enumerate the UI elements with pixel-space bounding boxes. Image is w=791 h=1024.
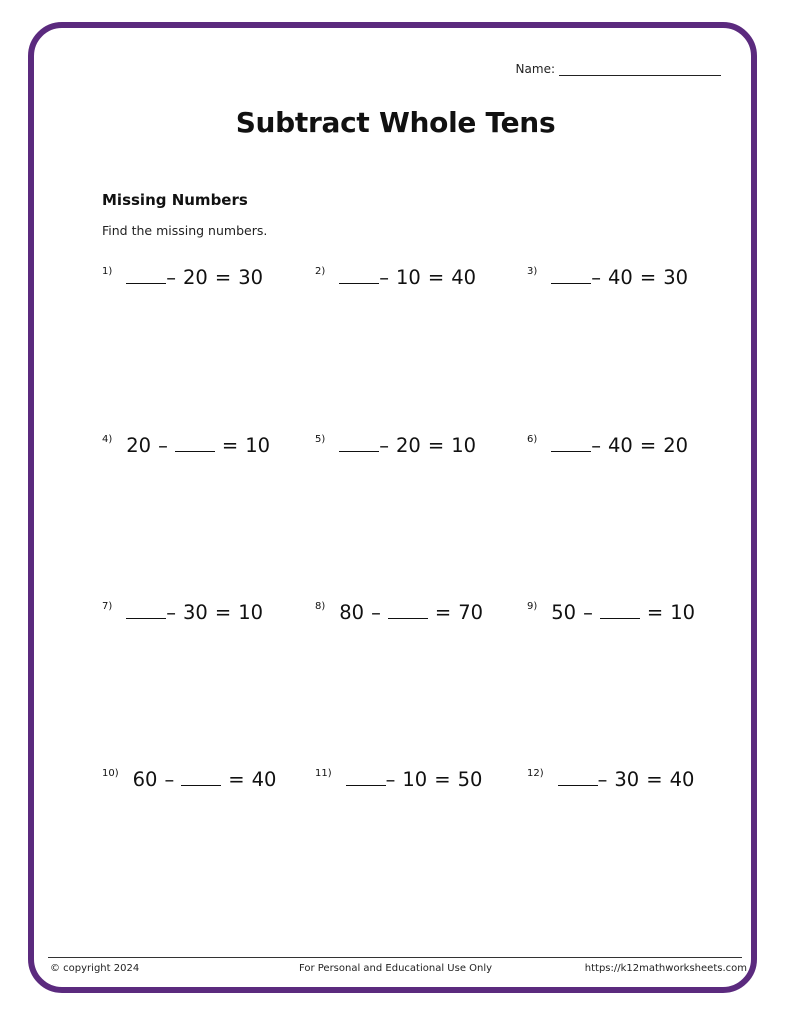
minus-sign: – bbox=[591, 266, 602, 289]
result: 40 bbox=[451, 266, 477, 289]
minus-sign: – bbox=[164, 768, 175, 791]
problem-2 bbox=[315, 265, 476, 289]
minus-sign: – bbox=[166, 266, 177, 289]
minus-sign: – bbox=[379, 434, 390, 457]
result: 10 bbox=[670, 601, 696, 624]
equals-sign: = bbox=[646, 601, 664, 624]
problem-number: 9) bbox=[527, 601, 538, 612]
operand: 10 bbox=[402, 768, 428, 791]
problem-1 bbox=[102, 265, 263, 289]
operand: 60 bbox=[132, 768, 158, 791]
problem-number: 2) bbox=[315, 266, 326, 277]
problem-number: 3) bbox=[527, 266, 538, 277]
answer-blank[interactable] bbox=[339, 433, 379, 452]
minus-sign: – bbox=[158, 434, 168, 457]
equals-sign: = bbox=[221, 434, 239, 457]
result: 10 bbox=[238, 601, 264, 624]
problem-number: 11) bbox=[315, 768, 332, 779]
problem-3 bbox=[527, 265, 688, 289]
equals-sign: = bbox=[427, 266, 445, 289]
worksheet-title: Subtract Whole Tens bbox=[235, 106, 556, 139]
problem-number: 8) bbox=[315, 601, 326, 612]
problem-6 bbox=[527, 433, 688, 457]
problem-number: 5) bbox=[315, 434, 326, 445]
result: 10 bbox=[451, 434, 477, 457]
name-field[interactable] bbox=[516, 61, 721, 76]
answer-blank[interactable] bbox=[126, 265, 166, 284]
operand: 40 bbox=[608, 266, 633, 289]
problem-11 bbox=[315, 767, 482, 791]
minus-sign: – bbox=[597, 768, 608, 791]
answer-blank[interactable] bbox=[558, 767, 598, 786]
equals-sign: = bbox=[646, 768, 663, 791]
equals-sign: = bbox=[434, 768, 451, 791]
problem-12 bbox=[527, 767, 694, 791]
problem-number: 7) bbox=[102, 601, 113, 612]
problem-9 bbox=[527, 600, 695, 624]
minus-sign: – bbox=[166, 601, 177, 624]
operand: 10 bbox=[396, 266, 421, 289]
equals-sign: = bbox=[214, 601, 232, 624]
equals-sign: = bbox=[434, 601, 452, 624]
name-label: Name: bbox=[515, 62, 555, 76]
equals-sign: = bbox=[639, 266, 657, 289]
result: 30 bbox=[238, 266, 264, 289]
result: 30 bbox=[663, 266, 689, 289]
footer-divider bbox=[48, 957, 742, 958]
problem-8 bbox=[315, 600, 483, 624]
equals-sign: = bbox=[427, 434, 445, 457]
page-border bbox=[28, 22, 757, 993]
result: 40 bbox=[669, 768, 695, 791]
operand: 80 bbox=[339, 601, 365, 624]
operand: 50 bbox=[551, 601, 577, 624]
minus-sign: – bbox=[379, 266, 390, 289]
footer-url[interactable]: https://k12mathworksheets.com bbox=[584, 963, 747, 974]
minus-sign: – bbox=[385, 768, 396, 791]
footer-copyright: © copyright 2024 bbox=[50, 963, 140, 974]
answer-blank[interactable] bbox=[388, 600, 428, 619]
operand: 30 bbox=[183, 601, 208, 624]
result: 40 bbox=[251, 768, 277, 791]
problem-number: 6) bbox=[527, 434, 538, 445]
problem-7 bbox=[102, 600, 263, 624]
problem-10 bbox=[102, 767, 276, 791]
answer-blank[interactable] bbox=[346, 767, 386, 786]
minus-sign: – bbox=[591, 434, 602, 457]
result: 20 bbox=[663, 434, 689, 457]
answer-blank[interactable] bbox=[339, 265, 379, 284]
problem-number: 10) bbox=[102, 768, 119, 779]
problem-5 bbox=[315, 433, 476, 457]
answer-blank[interactable] bbox=[181, 767, 221, 786]
result: 70 bbox=[458, 601, 484, 624]
answer-blank[interactable] bbox=[551, 265, 591, 284]
operand: 20 bbox=[396, 434, 421, 457]
name-blank[interactable] bbox=[559, 61, 721, 76]
instructions: Find the missing numbers. bbox=[102, 223, 268, 238]
section-title: Missing Numbers bbox=[102, 191, 248, 209]
operand: 30 bbox=[614, 768, 640, 791]
footer-usage: For Personal and Educational Use Only bbox=[298, 963, 493, 974]
answer-blank[interactable] bbox=[600, 600, 640, 619]
problem-number: 4) bbox=[102, 434, 113, 445]
operand: 20 bbox=[183, 266, 208, 289]
equals-sign: = bbox=[639, 434, 657, 457]
result: 10 bbox=[245, 434, 271, 457]
result: 50 bbox=[457, 768, 483, 791]
problem-number: 12) bbox=[527, 768, 544, 779]
problem-4 bbox=[102, 433, 270, 457]
answer-blank[interactable] bbox=[175, 433, 215, 452]
problem-number: 1) bbox=[102, 266, 113, 277]
answer-blank[interactable] bbox=[126, 600, 166, 619]
operand: 20 bbox=[126, 434, 152, 457]
answer-blank[interactable] bbox=[551, 433, 591, 452]
operand: 40 bbox=[608, 434, 633, 457]
equals-sign: = bbox=[228, 768, 245, 791]
minus-sign: – bbox=[583, 601, 593, 624]
minus-sign: – bbox=[371, 601, 381, 624]
equals-sign: = bbox=[214, 266, 232, 289]
